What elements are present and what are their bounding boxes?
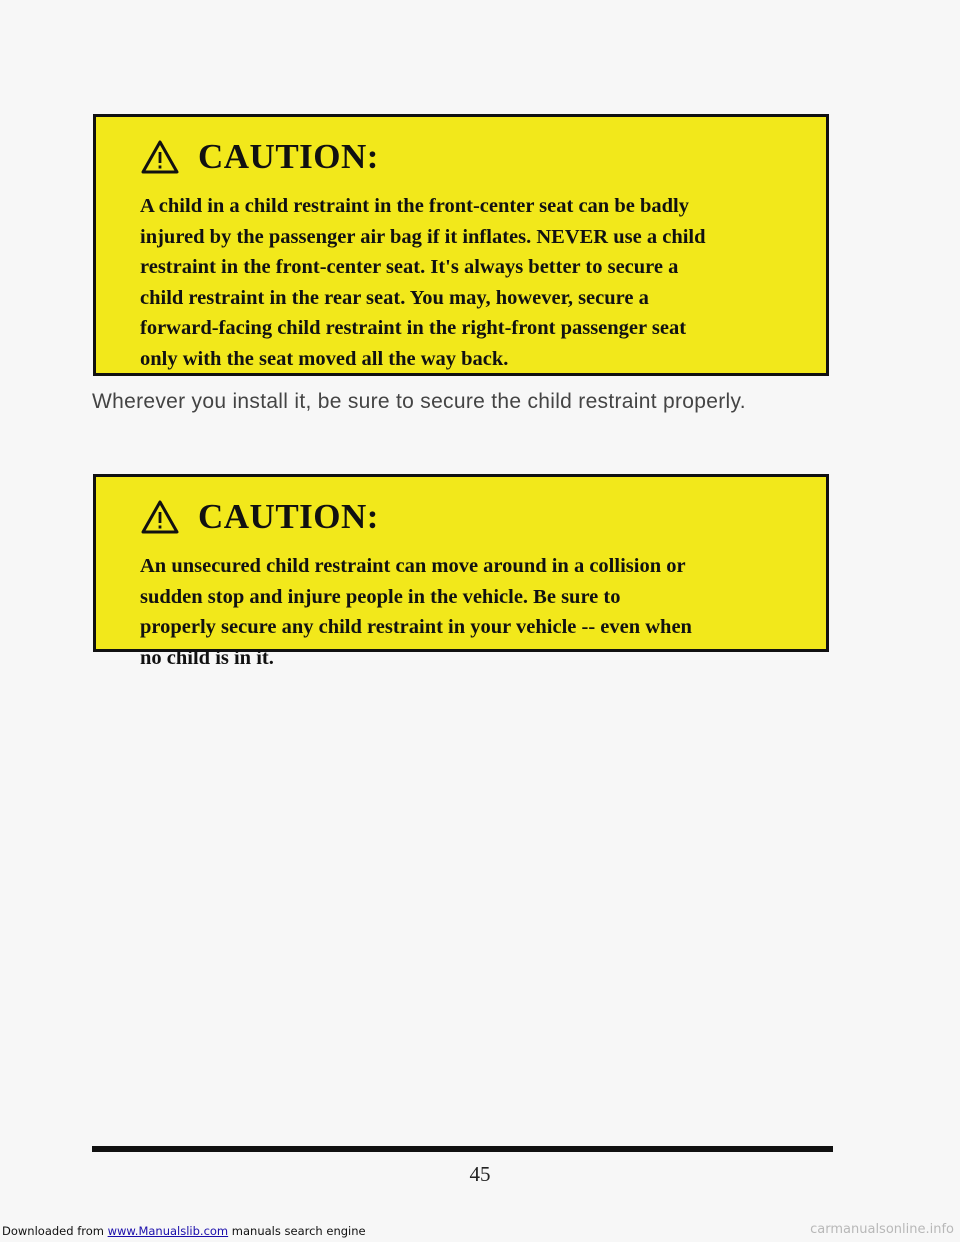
download-source-suffix: manuals search engine (228, 1224, 366, 1238)
warning-triangle-icon (140, 139, 180, 175)
warning-triangle-icon (140, 499, 180, 535)
caution-text-line: properly secure any child restraint in your vehicle -- even when (140, 616, 692, 638)
caution-text-line: injured by the passenger air bag if it inflates. NEVER use a child (140, 225, 706, 248)
download-source-prefix: Downloaded from (2, 1224, 108, 1238)
caution-title: CAUTION: (198, 137, 379, 176)
caution-text-line: no child is in it. (140, 646, 274, 669)
instruction-paragraph: Wherever you install it, be sure to secure the child restraint properly. (92, 390, 746, 413)
manualslib-link[interactable]: www.Manualslib.com (107, 1224, 229, 1238)
caution-box-airbag (93, 114, 829, 376)
caution-text-line: A child in a child restraint in the front-center seat can be badly (140, 195, 689, 217)
caution-heading (140, 497, 379, 537)
caution-text-line: restraint in the front-center seat. It's always better to secure a (140, 256, 679, 278)
caution-text (140, 551, 820, 673)
site-watermark: carmanualsonline.info (810, 1222, 954, 1237)
caution-box-unsecured-restraint (93, 474, 829, 669)
caution-text-line: An unsecured child restraint can move around in a collision or (140, 555, 686, 577)
caution-text-line: forward-facing child restraint in the right-front passenger seat (140, 317, 687, 339)
page-number: 45 (469, 1162, 491, 1186)
caution-heading (140, 137, 379, 177)
caution-text (140, 191, 820, 374)
footer-divider (92, 1146, 833, 1152)
caution-text-line: only with the seat moved all the way back. (140, 347, 509, 370)
caution-title: CAUTION: (198, 497, 379, 536)
caution-text-line: sudden stop and injure people in the vehicle. Be sure to (140, 585, 621, 608)
caution-text-line: child restraint in the rear seat. You may, however, secure a (140, 286, 649, 309)
download-source-note (2, 1224, 366, 1238)
